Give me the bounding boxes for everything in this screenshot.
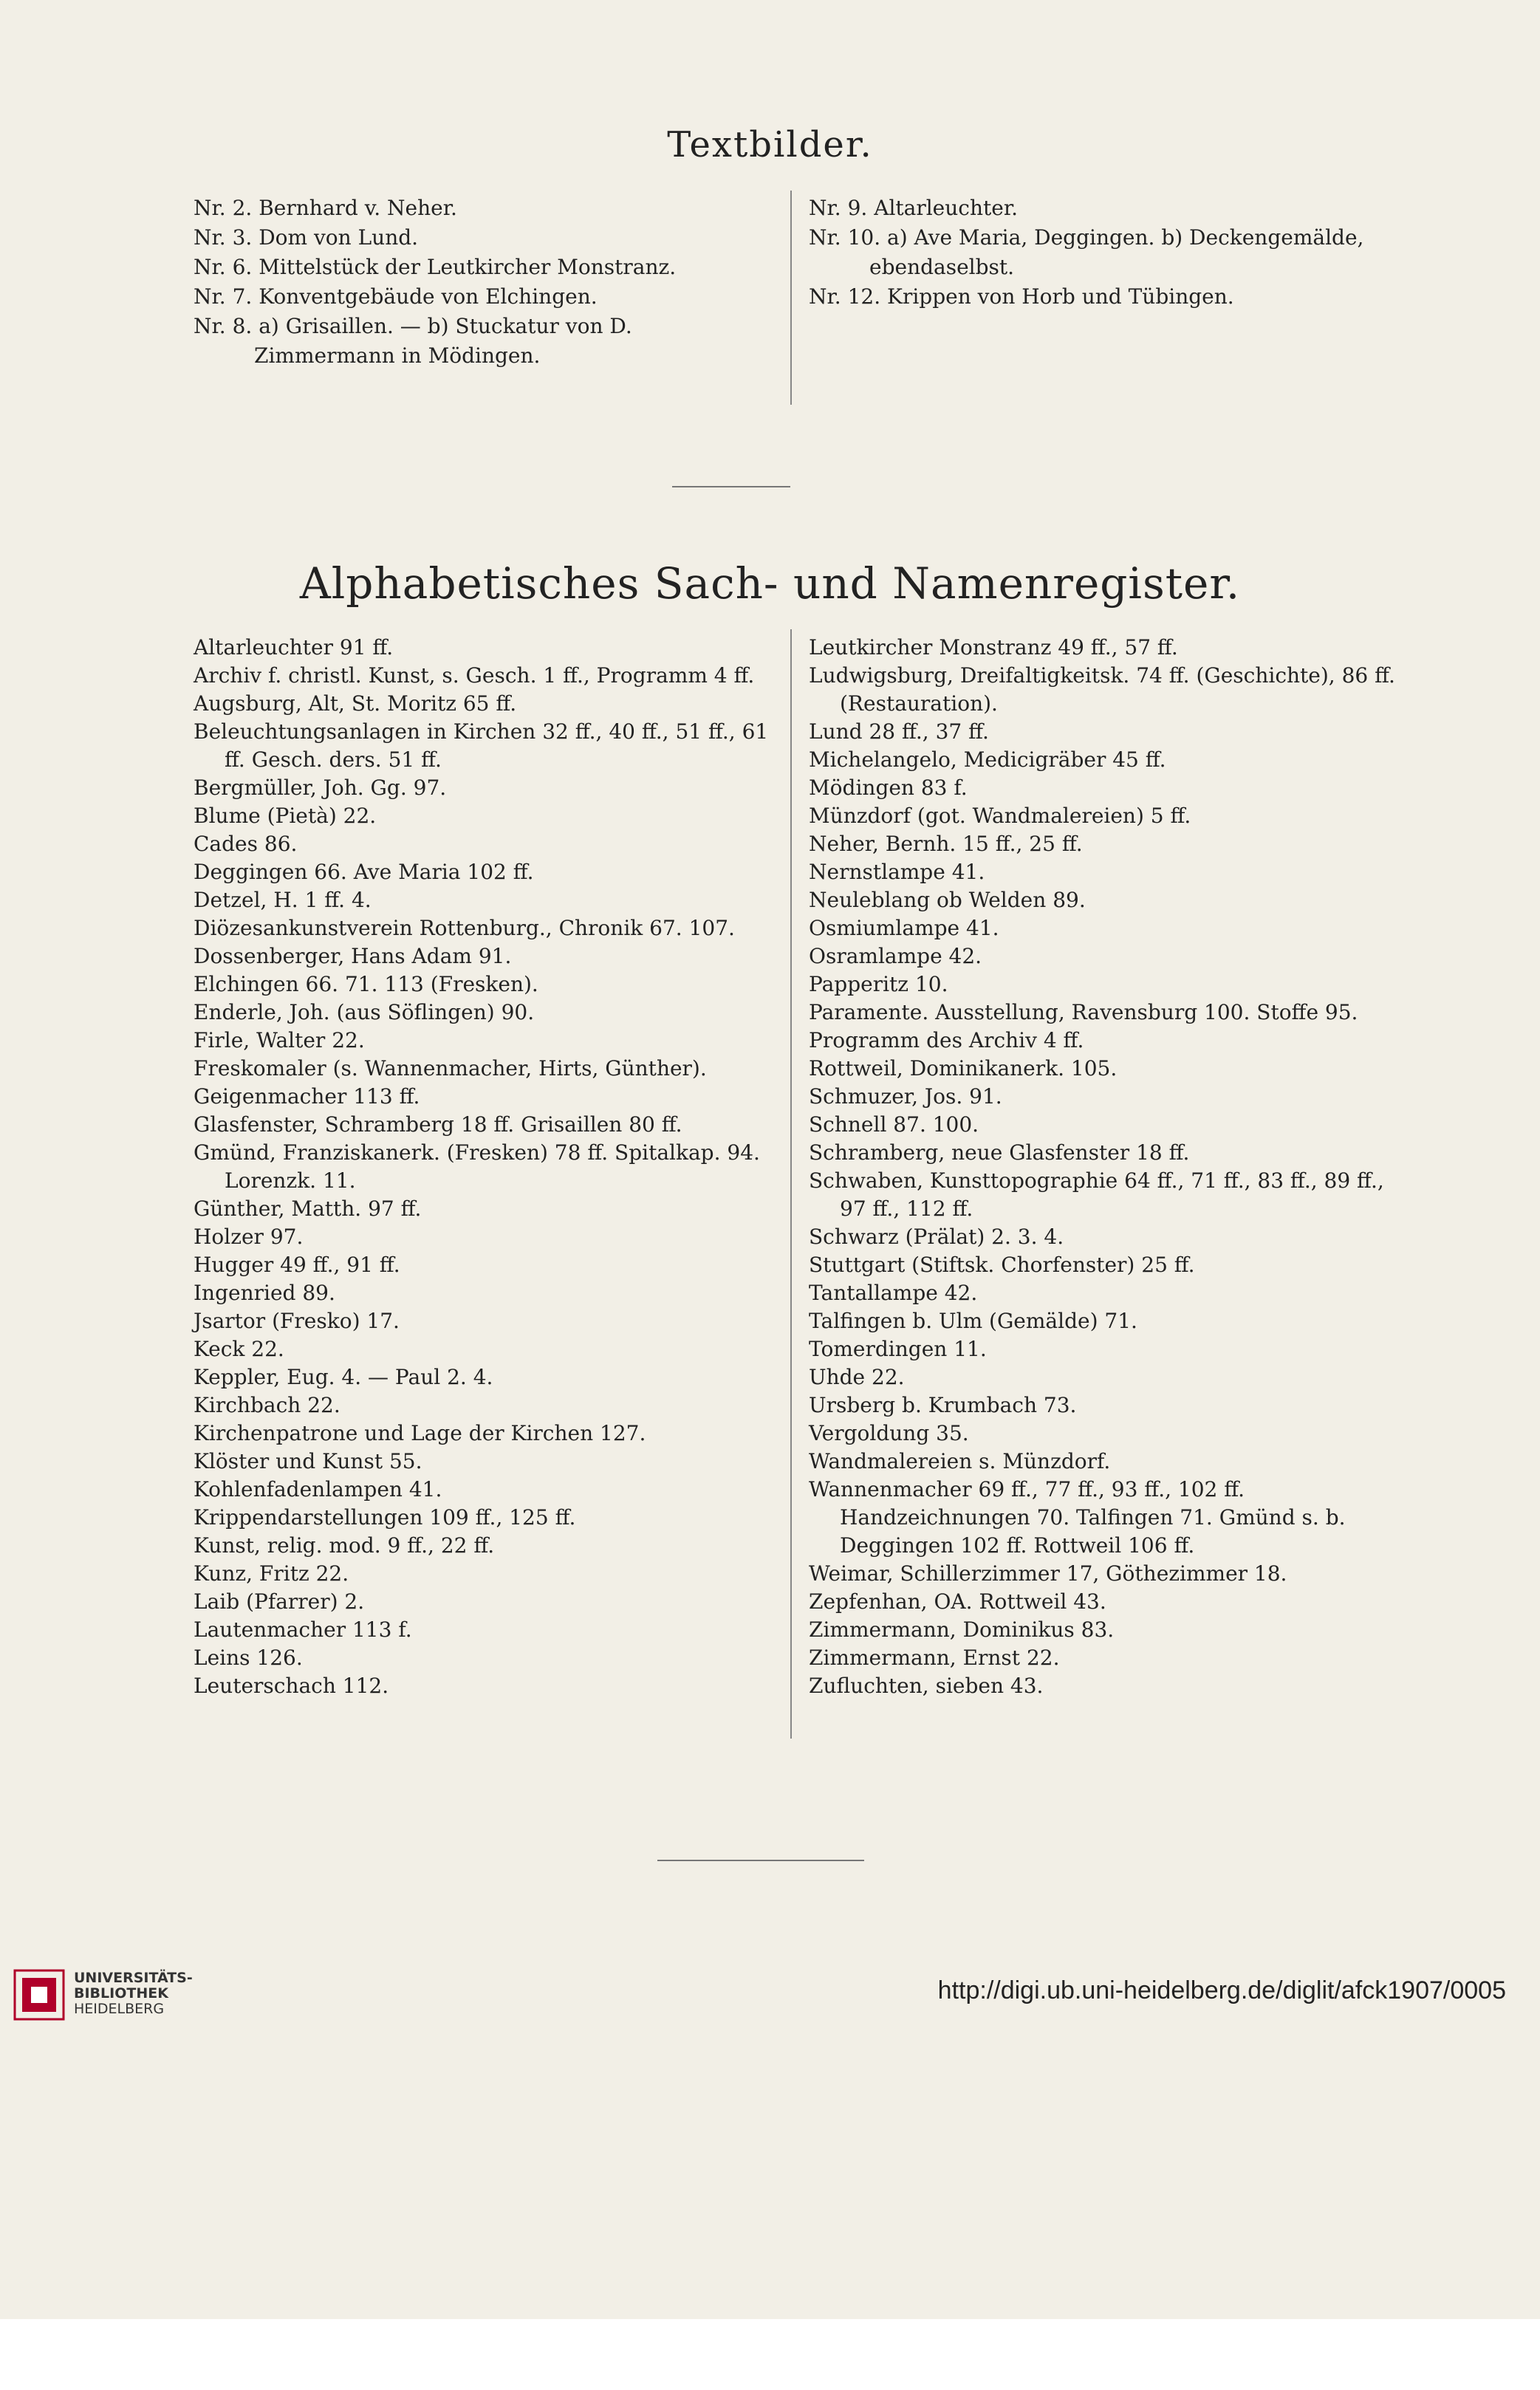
- list-item: Laib (Pfarrer) 2.: [194, 1589, 365, 1614]
- list-item: Nr. 6. Mittelstück der Leutkircher Monstranz.: [194, 255, 677, 279]
- list-item: Cades 86.: [194, 832, 298, 856]
- list-item: Uhde 22.: [809, 1365, 905, 1389]
- list-item: Talfingen b. Ulm (Gemälde) 71.: [809, 1309, 1137, 1333]
- list-item: Tomerdingen 11.: [809, 1337, 987, 1361]
- list-item: Altarleuchter 91 ff.: [194, 635, 394, 660]
- bottom-rule: [657, 1860, 864, 1861]
- list-item: Nr. 7. Konventgebäude von Elchingen.: [194, 284, 598, 309]
- list-item: Ursberg b. Krumbach 73.: [809, 1393, 1077, 1417]
- list-item: Beleuchtungsanlagen in Kirchen 32 ff., 40 ff., 51 ff., 61 ff. Gesch. ders. 51 ff.: [194, 719, 769, 772]
- list-item: Nernstlampe 41.: [809, 860, 985, 884]
- list-item: Augsburg, Alt, St. Moritz 65 ff.: [194, 691, 517, 716]
- list-item: Lund 28 ff., 37 ff.: [809, 719, 989, 744]
- library-logo: [13, 1969, 65, 2021]
- list-item: Neuleblang ob Welden 89.: [809, 888, 1086, 912]
- list-item: Freskomaler (s. Wannenmacher, Hirts, Günther).: [194, 1056, 707, 1081]
- list-item: Programm des Archiv 4 ff.: [809, 1028, 1084, 1052]
- list-item: Nr. 9. Altarleuchter.: [809, 196, 1019, 220]
- list-item: Deggingen 66. Ave Maria 102 ff.: [194, 860, 534, 884]
- list-item: Leins 126.: [194, 1646, 303, 1670]
- list-item: Zufluchten, sieben 43.: [809, 1674, 1044, 1698]
- list-item: Papperitz 10.: [809, 972, 948, 996]
- list-item: Osmiumlampe 41.: [809, 916, 999, 940]
- list-item: Enderle, Joh. (aus Söflingen) 90.: [194, 1000, 535, 1024]
- list-item: Keppler, Eug. 4. — Paul 2. 4.: [194, 1365, 493, 1389]
- register-divider: [790, 629, 792, 1739]
- list-item: Münzdorf (got. Wandmalereien) 5 ff.: [809, 804, 1191, 828]
- list-item: Leuterschach 112.: [194, 1674, 389, 1698]
- list-item: Krippendarstellungen 109 ff., 125 ff.: [194, 1505, 576, 1530]
- list-item: Zimmermann, Ernst 22.: [809, 1646, 1060, 1670]
- list-item: Schnell 87. 100.: [809, 1112, 979, 1137]
- list-item: Leutkircher Monstranz 49 ff., 57 ff.: [809, 635, 1178, 660]
- list-item: Zimmermann, Dominikus 83.: [809, 1617, 1115, 1642]
- list-item: Holzer 97.: [194, 1225, 304, 1249]
- register-right-column: [809, 634, 1414, 1700]
- list-item: Rottweil, Dominikanerk. 105.: [809, 1056, 1118, 1081]
- section-divider: [672, 486, 790, 487]
- list-item: Bergmüller, Joh. Gg. 97.: [194, 775, 447, 800]
- textbilder-title: Textbilder.: [667, 124, 873, 165]
- list-item: Stuttgart (Stiftsk. Chorfenster) 25 ff.: [809, 1253, 1195, 1277]
- library-name-line: UNIVERSITÄTS-: [74, 1970, 193, 1986]
- list-item: Günther, Matth. 97 ff.: [194, 1196, 422, 1221]
- page-footer-strip: [0, 2319, 1540, 2390]
- library-name: [74, 1970, 193, 2017]
- list-item: Blume (Pietà) 22.: [194, 804, 377, 828]
- list-item: Wannenmacher 69 ff., 77 ff., 93 ff., 102 ff. Handzeichnungen 70. Talfingen 71. Gmünd s. b. Deggingen 102 ff. Rottweil 106 ff.: [809, 1477, 1346, 1558]
- library-name-line: BIBLIOTHEK: [74, 1985, 168, 2002]
- list-item: Kohlenfadenlampen 41.: [194, 1477, 442, 1502]
- list-item: Glasfenster, Schramberg 18 ff. Grisaillen 80 ff.: [194, 1112, 682, 1137]
- textbilder-left-column: [194, 194, 777, 371]
- list-item: Kunz, Fritz 22.: [194, 1561, 349, 1586]
- list-item: Schwaben, Kunsttopographie 64 ff., 71 ff., 83 ff., 89 ff., 97 ff., 112 ff.: [809, 1168, 1384, 1221]
- list-item: Nr. 3. Dom von Lund.: [194, 225, 419, 250]
- list-item: Nr. 8. a) Grisaillen. — b) Stuckatur von D. Zimmermann in Mödingen.: [194, 314, 632, 368]
- textbilder-divider: [790, 191, 792, 405]
- list-item: Kunst, relig. mod. 9 ff., 22 ff.: [194, 1533, 495, 1558]
- list-item: Zepfenhan, OA. Rottweil 43.: [809, 1589, 1106, 1614]
- list-item: Osramlampe 42.: [809, 944, 982, 968]
- list-item: Wandmalereien s. Münzdorf.: [809, 1449, 1111, 1473]
- list-item: Paramente. Ausstellung, Ravensburg 100. Stoffe 95.: [809, 1000, 1358, 1024]
- list-item: Archiv f. christl. Kunst, s. Gesch. 1 ff., Programm 4 ff.: [194, 663, 755, 688]
- list-item: Gmünd, Franziskanerk. (Fresken) 78 ff. Spitalkap. 94. Lorenzk. 11.: [194, 1140, 760, 1193]
- list-item: Firle, Walter 22.: [194, 1028, 365, 1052]
- list-item: Klöster und Kunst 55.: [194, 1449, 422, 1473]
- list-item: Kirchenpatrone und Lage der Kirchen 127.: [194, 1421, 646, 1445]
- source-url[interactable]: http://digi.ub.uni-heidelberg.de/diglit/afck1907/0005: [937, 1976, 1506, 2004]
- list-item: Schwarz (Prälat) 2. 3. 4.: [809, 1225, 1064, 1249]
- list-item: Diözesankunstverein Rottenburg., Chronik 67. 107.: [194, 916, 735, 940]
- list-item: Hugger 49 ff., 91 ff.: [194, 1253, 400, 1277]
- list-item: Michelangelo, Medicigräber 45 ff.: [809, 747, 1166, 772]
- list-item: Schramberg, neue Glasfenster 18 ff.: [809, 1140, 1190, 1165]
- list-item: Elchingen 66. 71. 113 (Fresken).: [194, 972, 538, 996]
- list-item: Weimar, Schillerzimmer 17, Göthezimmer 18.: [809, 1561, 1287, 1586]
- list-item: Neher, Bernh. 15 ff., 25 ff.: [809, 832, 1083, 856]
- list-item: Dossenberger, Hans Adam 91.: [194, 944, 512, 968]
- list-item: Jsartor (Fresko) 17.: [194, 1309, 400, 1333]
- list-item: Tantallampe 42.: [809, 1281, 978, 1305]
- list-item: Nr. 2. Bernhard v. Neher.: [194, 196, 457, 220]
- list-item: Vergoldung 35.: [809, 1421, 969, 1445]
- list-item: Ludwigsburg, Dreifaltigkeitsk. 74 ff. (Geschichte), 86 ff. (Restauration).: [809, 663, 1395, 716]
- list-item: Schmuzer, Jos. 91.: [809, 1084, 1002, 1109]
- library-name-line: HEIDELBERG: [74, 2001, 165, 2017]
- list-item: Lautenmacher 113 f.: [194, 1617, 412, 1642]
- list-item: Keck 22.: [194, 1337, 284, 1361]
- list-item: Detzel, H. 1 ff. 4.: [194, 888, 372, 912]
- register-title: Alphabetisches Sach- und Namenregister.: [299, 558, 1241, 609]
- list-item: Nr. 10. a) Ave Maria, Deggingen. b) Deckengemälde, ebendaselbst.: [809, 225, 1364, 279]
- list-item: Geigenmacher 113 ff.: [194, 1084, 420, 1109]
- register-left-column: [194, 634, 784, 1700]
- list-item: Nr. 12. Krippen von Horb und Tübingen.: [809, 284, 1234, 309]
- textbilder-right-column: [809, 194, 1400, 312]
- list-item: Kirchbach 22.: [194, 1393, 340, 1417]
- list-item: Mödingen 83 f.: [809, 775, 968, 800]
- list-item: Ingenried 89.: [194, 1281, 335, 1305]
